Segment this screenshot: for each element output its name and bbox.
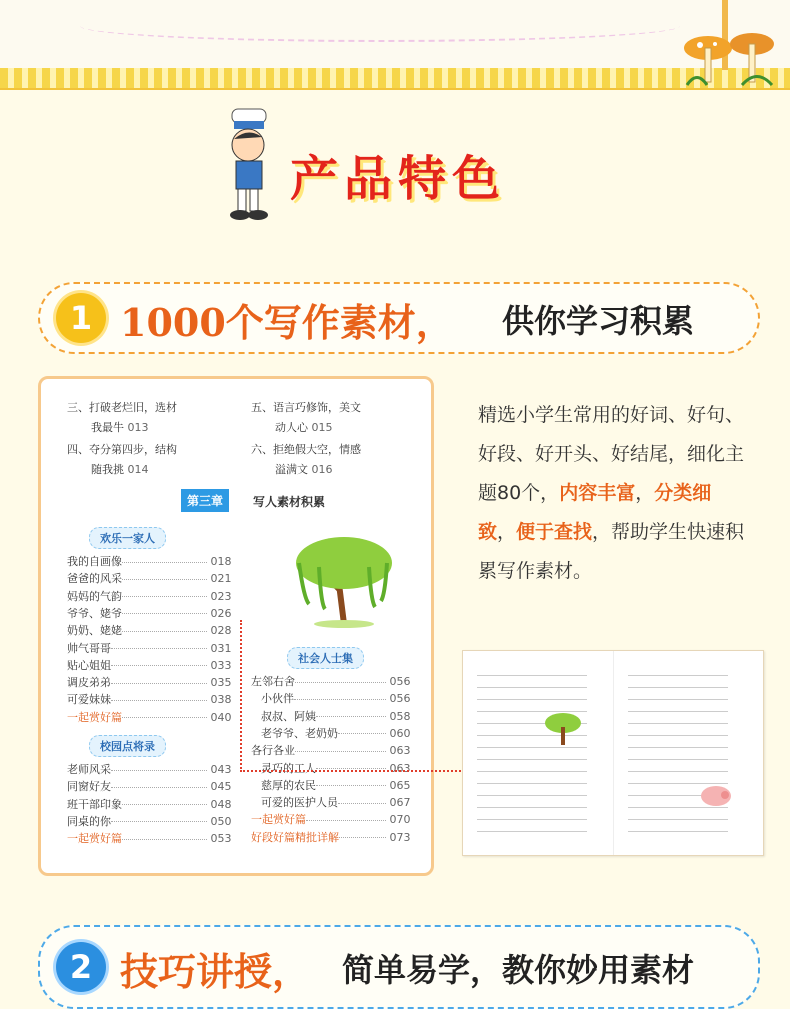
toc-entry: 六、拒绝假大空，情感 xyxy=(251,443,361,456)
toc-entry: 动人心 xyxy=(275,421,308,434)
striped-border xyxy=(0,68,790,90)
toc-entry: 慈厚的农民 xyxy=(261,778,316,792)
description-highlight: 便于查找 xyxy=(516,521,593,543)
toc-entry: 五、语言巧修饰，美文 xyxy=(251,401,361,414)
toc-row xyxy=(261,777,411,793)
thumbnail-text-line xyxy=(477,831,587,832)
thumbnail-text-line xyxy=(477,795,587,796)
feature-banner-2 xyxy=(38,925,760,1009)
description-text: ， xyxy=(497,521,517,543)
toc-row xyxy=(67,657,232,673)
toc-page: 063 xyxy=(389,744,411,758)
description-text: 精选小学生常用的好词、好句、好段、好开头、好结尾，细化主题80个， xyxy=(478,404,745,504)
thumbnail-text-line xyxy=(477,699,587,700)
toc-row xyxy=(67,570,232,586)
toc-row xyxy=(67,691,232,707)
section-heading: 社会人士集 xyxy=(287,647,364,669)
toc-row xyxy=(251,811,411,827)
toc-entry: 叔叔、阿姨 xyxy=(261,709,316,723)
toc-entry: 同桌的你 xyxy=(67,814,111,828)
thumbnail-text-line xyxy=(628,819,728,820)
toc-page: 021 xyxy=(210,572,232,586)
toc-page: 060 xyxy=(389,726,411,740)
toc-page: 045 xyxy=(210,780,232,794)
toc-page: 063 xyxy=(389,761,411,775)
toc-entry: 一起赏好篇 xyxy=(67,710,122,724)
feature-title: 技巧讲授， xyxy=(120,949,311,994)
toc-page: 028 xyxy=(210,624,232,638)
feature-title: 1000个写作素材， xyxy=(120,300,454,345)
book-spread-thumbnail xyxy=(462,650,764,856)
toc-page: 065 xyxy=(389,778,411,792)
chapter-title: 写人素材积累 xyxy=(253,495,326,509)
toc-page: 043 xyxy=(210,763,232,776)
toc-page: 058 xyxy=(389,709,411,723)
toc-page: 038 xyxy=(210,693,232,707)
toc-row xyxy=(67,588,232,604)
thumbnail-text-line xyxy=(628,747,728,748)
thumbnail-text-line xyxy=(628,831,728,832)
toc-row xyxy=(67,622,232,638)
toc-row xyxy=(67,796,232,812)
toc-entry: 班干部印象 xyxy=(67,797,122,811)
toc-entry: 奶奶、姥姥 xyxy=(67,624,122,638)
toc-row xyxy=(67,640,232,656)
thumbnail-text-line xyxy=(628,807,728,808)
toc-page: 035 xyxy=(210,676,232,690)
toc-entry: 四、夺分第四步，结构 xyxy=(67,443,177,456)
toc-page: 056 xyxy=(389,675,411,688)
thumbnail-text-line xyxy=(628,759,728,760)
thumbnail-text-line xyxy=(628,687,728,688)
toc-page: 026 xyxy=(210,606,232,620)
toc-entry: 帅气哥哥 xyxy=(67,641,111,655)
toc-row xyxy=(67,605,232,621)
toc-entry: 一起赏好篇 xyxy=(251,813,306,827)
toc-entry: 灵巧的工人 xyxy=(261,761,316,775)
thumbnail-text-line xyxy=(477,807,587,808)
thumbnail-text-line xyxy=(628,735,728,736)
toc-entry: 小伙伴 xyxy=(261,692,294,706)
toc-top-right xyxy=(251,399,361,477)
feature-description xyxy=(478,396,748,591)
thumbnail-text-line xyxy=(628,699,728,700)
toc-entry: 爷爷、姥爷 xyxy=(67,606,122,620)
chef-boy-icon xyxy=(210,105,290,225)
toc-entry: 随我挑 xyxy=(91,463,124,476)
section-heading: 校园点将录 xyxy=(89,735,166,757)
thumbnail-right-page xyxy=(613,651,764,855)
thumbnail-text-line xyxy=(628,723,728,724)
thumbnail-text-line xyxy=(628,675,728,676)
toc-row xyxy=(67,761,232,777)
page-title: 产品特色 xyxy=(290,151,507,207)
toc-entry: 妈妈的气韵 xyxy=(67,589,122,603)
toc-entry: 左邻右舍 xyxy=(251,675,295,688)
thumbnail-text-line xyxy=(477,675,587,676)
dotted-arc-decoration xyxy=(80,10,680,42)
toc-entry: 我最牛 xyxy=(91,421,124,434)
feature-banner-1 xyxy=(38,282,760,354)
thumbnail-text-line xyxy=(477,819,587,820)
thumbnail-text-line xyxy=(628,711,728,712)
toc-row xyxy=(261,794,411,810)
toc-row xyxy=(67,778,232,794)
thumbnail-text-line xyxy=(477,687,587,688)
toc-top-left xyxy=(67,399,177,477)
section-heading: 欢乐一家人 xyxy=(89,527,166,549)
toc-page: 067 xyxy=(389,796,411,810)
toc-page: 053 xyxy=(210,832,232,846)
toc-page: 023 xyxy=(210,589,232,603)
toc-entry: 好段好篇精批详解 xyxy=(251,830,339,844)
toc-page: 015 xyxy=(311,421,333,434)
thumbnail-text-line xyxy=(628,771,728,772)
toc-row xyxy=(67,674,232,690)
feature-subtitle: 供你学习积累 xyxy=(502,302,695,340)
toc-entry: 我的自画像 xyxy=(67,555,122,568)
toc-row xyxy=(67,830,232,846)
toc-row xyxy=(67,709,232,725)
thumbnail-text-line xyxy=(477,771,587,772)
willow-tree-icon xyxy=(289,529,399,629)
toc-entry: 同窗好友 xyxy=(67,780,111,794)
toc-page: 016 xyxy=(311,463,333,476)
toc-entry: 三、打破老烂旧，选材 xyxy=(67,401,177,414)
toc-entry: 调皮弟弟 xyxy=(67,676,111,690)
thumbnail-text-line xyxy=(477,759,587,760)
toc-entry: 贴心姐姐 xyxy=(67,658,111,672)
toc-entry: 一起赏好篇 xyxy=(67,832,122,846)
chapter-label: 第三章 xyxy=(181,489,229,512)
thumbnail-pig-icon xyxy=(699,783,733,807)
toc-entry: 爸爸的风采 xyxy=(67,572,122,586)
toc-row xyxy=(67,553,232,569)
toc-entry: 溢满文 xyxy=(275,463,308,476)
description-text: ，帮助学生快速积累写作素材。 xyxy=(478,521,745,582)
toc-entry: 可爱妹妹 xyxy=(67,693,111,707)
thumbnail-text-line xyxy=(477,783,587,784)
toc-page: 033 xyxy=(210,658,232,672)
description-highlight: 分类细致 xyxy=(478,482,712,543)
mushroom-icon xyxy=(682,0,782,90)
toc-entry: 老师风采 xyxy=(67,763,111,776)
toc-entry: 老爷爷、老奶奶 xyxy=(261,726,338,740)
feature-number-badge: 2 xyxy=(56,942,106,992)
toc-entry: 各行各业 xyxy=(251,744,295,758)
toc-page: 014 xyxy=(127,463,149,476)
toc-page: 018 xyxy=(210,555,232,568)
feature-number-badge: 1 xyxy=(56,293,106,343)
description-text: ， xyxy=(635,482,655,504)
toc-page: 050 xyxy=(210,814,232,828)
toc-page: 031 xyxy=(210,641,232,655)
toc-page: 040 xyxy=(210,710,232,724)
thumbnail-left-page xyxy=(463,651,613,855)
toc-row xyxy=(67,813,232,829)
thumbnail-text-line xyxy=(477,747,587,748)
toc-page: 048 xyxy=(210,797,232,811)
toc-page: 070 xyxy=(389,813,411,827)
toc-page: 013 xyxy=(127,421,149,434)
description-highlight: 内容丰富 xyxy=(559,482,636,504)
toc-page: 073 xyxy=(389,830,411,844)
feature-subtitle: 简单易学，教你妙用素材 xyxy=(342,951,695,989)
toc-row xyxy=(251,829,411,845)
toc-page: 056 xyxy=(389,692,411,706)
thumbnail-tree-icon xyxy=(543,711,583,747)
chapter-heading xyxy=(161,487,361,513)
toc-entry: 可爱的医护人员 xyxy=(261,796,338,810)
